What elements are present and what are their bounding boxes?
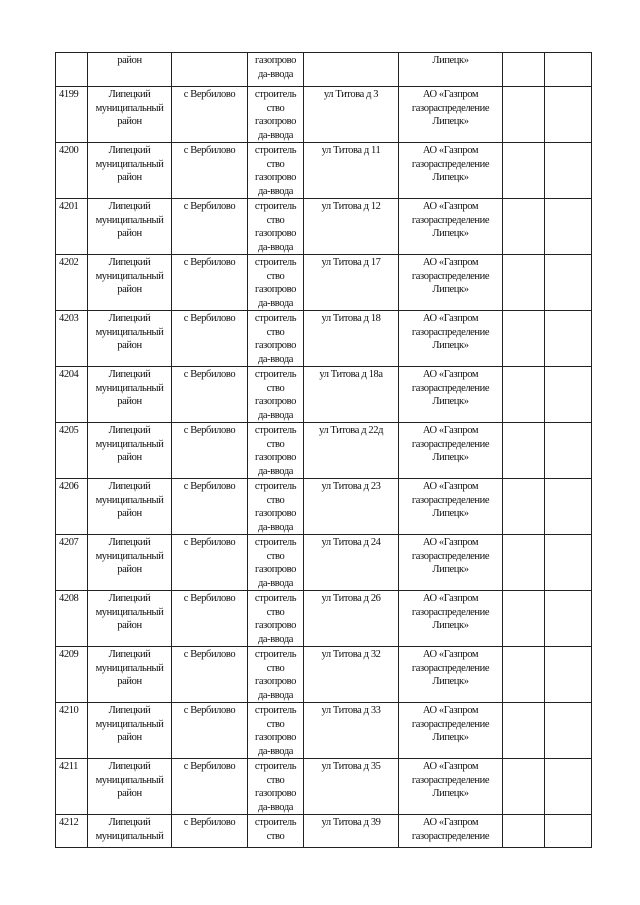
cell-work-type-line: газопрово xyxy=(255,172,296,183)
cell-empty xyxy=(503,815,545,848)
cell-number: 4211 xyxy=(56,759,88,815)
cell-empty xyxy=(503,423,545,479)
cell-organization xyxy=(399,423,503,479)
cell-village: с Вербилово xyxy=(172,647,248,703)
cell-address: ул Титова д 22д xyxy=(304,423,399,479)
cell-work-type xyxy=(248,759,304,815)
cell-work-type-line: строитель xyxy=(254,705,297,716)
cell-work-type-line: ство xyxy=(266,270,285,282)
cell-empty xyxy=(545,703,592,759)
cell-work-type-line: строитель xyxy=(254,257,297,268)
cell-address: ул Титова д 18 xyxy=(304,311,399,367)
table-body xyxy=(56,53,592,848)
cell-village: с Вербилово xyxy=(172,367,248,423)
cell-district-line: район xyxy=(117,788,142,799)
cell-work-type-line: да-ввода xyxy=(257,801,294,813)
cell-district xyxy=(88,87,172,143)
cell-district-line: муниципальный xyxy=(95,326,164,338)
cell-work-type-line: газопрово xyxy=(255,55,296,66)
cell-work-type-line: да-ввода xyxy=(257,68,294,80)
table-row xyxy=(56,53,592,87)
cell-address: ул Титова д 18а xyxy=(304,367,399,423)
cell-empty xyxy=(503,703,545,759)
cell-district-line: район xyxy=(117,676,142,687)
cell-work-type-line: строитель xyxy=(254,649,297,660)
cell-organization-line: АО «Газпром xyxy=(422,649,479,660)
cell-number: 4212 xyxy=(56,815,88,848)
cell-work-type-line: да-ввода xyxy=(257,577,294,589)
cell-work-type xyxy=(248,535,304,591)
cell-district-line: муниципальный xyxy=(95,550,164,562)
cell-district-line: район xyxy=(117,284,142,295)
cell-work-type-line: строитель xyxy=(254,817,297,828)
cell-district-line: Липецкий xyxy=(108,201,151,212)
cell-work-type-line: газопрово xyxy=(255,508,296,519)
cell-work-type-line: газопрово xyxy=(255,228,296,239)
cell-empty xyxy=(545,87,592,143)
cell-empty xyxy=(545,367,592,423)
table-row xyxy=(56,311,592,367)
cell-empty xyxy=(545,815,592,848)
cell-organization xyxy=(399,479,503,535)
cell-empty xyxy=(545,53,592,87)
cell-village: с Вербилово xyxy=(172,143,248,199)
cell-organization-line: АО «Газпром xyxy=(422,705,479,716)
cell-district xyxy=(88,367,172,423)
table-row xyxy=(56,423,592,479)
table-row xyxy=(56,759,592,815)
cell-organization xyxy=(399,199,503,255)
cell-district-line: район xyxy=(117,172,142,183)
cell-empty xyxy=(503,591,545,647)
cell-district xyxy=(88,255,172,311)
cell-work-type-line: газопрово xyxy=(255,676,296,687)
cell-number: 4205 xyxy=(56,423,88,479)
cell-work-type-line: да-ввода xyxy=(257,129,294,141)
cell-work-type-line: да-ввода xyxy=(257,465,294,477)
cell-organization-line: АО «Газпром xyxy=(422,537,479,548)
cell-organization-line: АО «Газпром xyxy=(422,145,479,156)
cell-district-line: Липецкий xyxy=(108,313,151,324)
cell-work-type-line: газопрово xyxy=(255,732,296,743)
cell-work-type-line: ство xyxy=(266,214,285,226)
cell-address: ул Титова д 32 xyxy=(304,647,399,703)
table-row xyxy=(56,703,592,759)
cell-address: ул Титова д 26 xyxy=(304,591,399,647)
cell-district xyxy=(88,703,172,759)
cell-district xyxy=(88,311,172,367)
cell-village: с Вербилово xyxy=(172,815,248,848)
cell-number: 4200 xyxy=(56,143,88,199)
cell-village: с Вербилово xyxy=(172,87,248,143)
cell-village: с Вербилово xyxy=(172,479,248,535)
cell-work-type-line: строитель xyxy=(254,313,297,324)
cell-empty xyxy=(503,143,545,199)
cell-work-type-line: газопрово xyxy=(255,284,296,295)
cell-empty xyxy=(503,255,545,311)
cell-organization-line: АО «Газпром xyxy=(422,257,479,268)
cell-organization-line: Липецк» xyxy=(432,732,469,743)
cell-district-line: Липецкий xyxy=(108,369,151,380)
cell-organization-line: газораспределение xyxy=(411,102,490,114)
cell-village: с Вербилово xyxy=(172,199,248,255)
cell-organization-line: Липецк» xyxy=(432,788,469,799)
cell-empty xyxy=(503,87,545,143)
cell-organization-line: Липецк» xyxy=(432,620,469,631)
cell-work-type-line: строитель xyxy=(254,481,297,492)
cell-empty xyxy=(545,591,592,647)
cell-organization-line: газораспределение xyxy=(411,606,490,618)
cell-district-line: район xyxy=(117,340,142,351)
cell-organization xyxy=(399,311,503,367)
cell-village: с Вербилово xyxy=(172,703,248,759)
cell-work-type-line: газопрово xyxy=(255,396,296,407)
cell-work-type-line: ство xyxy=(266,606,285,618)
table-row xyxy=(56,143,592,199)
cell-work-type-line: ство xyxy=(266,774,285,786)
table-row xyxy=(56,255,592,311)
cell-district-line: муниципальный xyxy=(95,606,164,618)
cell-work-type xyxy=(248,255,304,311)
cell-organization-line: АО «Газпром xyxy=(422,481,479,492)
cell-village: с Вербилово xyxy=(172,311,248,367)
cell-organization-line: АО «Газпром xyxy=(422,761,479,772)
cell-number: 4209 xyxy=(56,647,88,703)
cell-district-line: район xyxy=(117,620,142,631)
cell-organization-line: газораспределение xyxy=(411,774,490,786)
cell-empty xyxy=(545,423,592,479)
cell-work-type-line: да-ввода xyxy=(257,241,294,253)
cell-number: 4203 xyxy=(56,311,88,367)
cell-organization-line: АО «Газпром xyxy=(422,817,479,828)
cell-work-type-line: да-ввода xyxy=(257,185,294,197)
cell-empty xyxy=(545,199,592,255)
cell-district-line: район xyxy=(117,228,142,239)
cell-empty xyxy=(503,759,545,815)
cell-district xyxy=(88,647,172,703)
cell-number: 4201 xyxy=(56,199,88,255)
cell-organization-line: газораспределение xyxy=(411,830,490,842)
cell-district-line: Липецкий xyxy=(108,537,151,548)
cell-work-type-line: ство xyxy=(266,326,285,338)
cell-district xyxy=(88,535,172,591)
cell-work-type xyxy=(248,647,304,703)
cell-work-type-line: газопрово xyxy=(255,452,296,463)
cell-organization-line: газораспределение xyxy=(411,214,490,226)
cell-district-line: муниципальный xyxy=(95,382,164,394)
cell-work-type-line: да-ввода xyxy=(257,353,294,365)
cell-organization xyxy=(399,535,503,591)
cell-organization-line: газораспределение xyxy=(411,662,490,674)
cell-organization-line: Липецк» xyxy=(432,564,469,575)
cell-work-type xyxy=(248,311,304,367)
cell-work-type-line: ство xyxy=(266,382,285,394)
cell-organization xyxy=(399,367,503,423)
cell-district xyxy=(88,53,172,87)
cell-organization-line: Липецк» xyxy=(432,284,469,295)
cell-empty xyxy=(545,143,592,199)
cell-work-type-line: ство xyxy=(266,438,285,450)
cell-district-line: район xyxy=(117,396,142,407)
cell-district-line: муниципальный xyxy=(95,214,164,226)
table-row xyxy=(56,87,592,143)
cell-number: 4207 xyxy=(56,535,88,591)
cell-work-type xyxy=(248,143,304,199)
cell-district-line: Липецкий xyxy=(108,481,151,492)
cell-organization xyxy=(399,815,503,848)
cell-district-line: район xyxy=(117,116,142,127)
cell-district-line: район xyxy=(117,452,142,463)
cell-work-type-line: газопрово xyxy=(255,564,296,575)
cell-work-type-line: да-ввода xyxy=(257,409,294,421)
cell-organization-line: АО «Газпром xyxy=(422,593,479,604)
cell-work-type xyxy=(248,703,304,759)
cell-empty xyxy=(545,759,592,815)
cell-number: 4204 xyxy=(56,367,88,423)
cell-district xyxy=(88,423,172,479)
table-row xyxy=(56,815,592,848)
cell-district-line: Липецкий xyxy=(108,761,151,772)
cell-district-line: Липецкий xyxy=(108,593,151,604)
cell-address: ул Титова д 33 xyxy=(304,703,399,759)
table-row xyxy=(56,591,592,647)
cell-work-type-line: строитель xyxy=(254,761,297,772)
cell-district-line: муниципальный xyxy=(95,494,164,506)
cell-work-type-line: строитель xyxy=(254,89,297,100)
cell-organization xyxy=(399,255,503,311)
cell-district-line: район xyxy=(117,732,142,743)
cell-address: ул Титова д 35 xyxy=(304,759,399,815)
cell-organization-line: газораспределение xyxy=(411,718,490,730)
cell-work-type-line: ство xyxy=(266,830,285,842)
cell-district-line: район xyxy=(117,508,142,519)
cell-organization-line: газораспределение xyxy=(411,438,490,450)
cell-work-type xyxy=(248,53,304,87)
cell-work-type xyxy=(248,479,304,535)
cell-address: ул Титова д 11 xyxy=(304,143,399,199)
cell-work-type-line: ство xyxy=(266,550,285,562)
cell-work-type-line: да-ввода xyxy=(257,689,294,701)
cell-work-type xyxy=(248,367,304,423)
cell-address: ул Титова д 23 xyxy=(304,479,399,535)
cell-work-type xyxy=(248,87,304,143)
cell-district xyxy=(88,143,172,199)
cell-work-type-line: да-ввода xyxy=(257,745,294,757)
cell-number: 4202 xyxy=(56,255,88,311)
cell-work-type-line: газопрово xyxy=(255,340,296,351)
cell-organization-line: Липецк» xyxy=(432,172,469,183)
cell-organization xyxy=(399,87,503,143)
cell-organization xyxy=(399,143,503,199)
cell-work-type-line: строитель xyxy=(254,145,297,156)
cell-district-line: Липецкий xyxy=(108,817,151,828)
cell-organization-line: АО «Газпром xyxy=(422,313,479,324)
table-row xyxy=(56,647,592,703)
cell-work-type xyxy=(248,423,304,479)
cell-village: с Вербилово xyxy=(172,759,248,815)
cell-village xyxy=(172,53,248,87)
cell-organization-line: АО «Газпром xyxy=(422,89,479,100)
cell-organization-line: газораспределение xyxy=(411,494,490,506)
cell-organization xyxy=(399,703,503,759)
cell-organization xyxy=(399,647,503,703)
cell-work-type-line: газопрово xyxy=(255,116,296,127)
cell-district-line: Липецкий xyxy=(108,257,151,268)
cell-district-line: муниципальный xyxy=(95,158,164,170)
cell-organization-line: Липецк» xyxy=(432,396,469,407)
cell-empty xyxy=(545,255,592,311)
document-table xyxy=(55,52,592,848)
cell-address: ул Титова д 12 xyxy=(304,199,399,255)
cell-work-type-line: ство xyxy=(266,494,285,506)
cell-organization xyxy=(399,759,503,815)
cell-district-line: Липецкий xyxy=(108,649,151,660)
cell-empty xyxy=(503,479,545,535)
cell-work-type-line: газопрово xyxy=(255,620,296,631)
cell-organization-line: АО «Газпром xyxy=(422,201,479,212)
cell-work-type-line: да-ввода xyxy=(257,521,294,533)
cell-work-type-line: газопрово xyxy=(255,788,296,799)
cell-work-type-line: строитель xyxy=(254,425,297,436)
cell-empty xyxy=(545,535,592,591)
cell-work-type-line: ство xyxy=(266,158,285,170)
cell-number: 4206 xyxy=(56,479,88,535)
cell-empty xyxy=(545,479,592,535)
cell-organization-line: Липецк» xyxy=(432,508,469,519)
cell-work-type-line: ство xyxy=(266,718,285,730)
cell-organization-line: Липецк» xyxy=(432,116,469,127)
cell-district xyxy=(88,591,172,647)
cell-empty xyxy=(503,647,545,703)
cell-work-type-line: строитель xyxy=(254,201,297,212)
cell-village: с Вербилово xyxy=(172,255,248,311)
cell-district-line: муниципальный xyxy=(95,438,164,450)
cell-address: ул Титова д 24 xyxy=(304,535,399,591)
cell-work-type-line: строитель xyxy=(254,593,297,604)
cell-work-type-line: ство xyxy=(266,662,285,674)
cell-district-line: муниципальный xyxy=(95,102,164,114)
cell-village: с Вербилово xyxy=(172,535,248,591)
cell-empty xyxy=(503,311,545,367)
cell-empty xyxy=(503,367,545,423)
table-row xyxy=(56,535,592,591)
cell-district-line: район xyxy=(117,564,142,575)
cell-address: ул Титова д 3 xyxy=(304,87,399,143)
cell-village: с Вербилово xyxy=(172,591,248,647)
cell-work-type-line: да-ввода xyxy=(257,297,294,309)
cell-number xyxy=(56,53,88,87)
cell-organization-line: газораспределение xyxy=(411,326,490,338)
cell-district-line: муниципальный xyxy=(95,270,164,282)
cell-number: 4208 xyxy=(56,591,88,647)
cell-empty xyxy=(545,311,592,367)
cell-district-line: Липецкий xyxy=(108,89,151,100)
cell-district xyxy=(88,479,172,535)
cell-organization xyxy=(399,591,503,647)
cell-organization xyxy=(399,53,503,87)
cell-organization-line: Липецк» xyxy=(432,55,469,66)
cell-district xyxy=(88,815,172,848)
cell-district-line: муниципальный xyxy=(95,718,164,730)
cell-address: ул Титова д 39 xyxy=(304,815,399,848)
cell-work-type-line: строитель xyxy=(254,369,297,380)
cell-organization-line: Липецк» xyxy=(432,676,469,687)
cell-district xyxy=(88,199,172,255)
cell-organization-line: Липецк» xyxy=(432,452,469,463)
cell-district-line: Липецкий xyxy=(108,425,151,436)
cell-district-line: муниципальный xyxy=(95,662,164,674)
cell-organization-line: АО «Газпром xyxy=(422,369,479,380)
cell-work-type-line: да-ввода xyxy=(257,633,294,645)
cell-work-type xyxy=(248,815,304,848)
cell-work-type-line: ство xyxy=(266,102,285,114)
cell-organization-line: газораспределение xyxy=(411,382,490,394)
cell-organization-line: газораспределение xyxy=(411,158,490,170)
cell-district-line: район xyxy=(117,55,142,66)
cell-organization-line: газораспределение xyxy=(411,550,490,562)
cell-number: 4199 xyxy=(56,87,88,143)
cell-village: с Вербилово xyxy=(172,423,248,479)
cell-organization-line: газораспределение xyxy=(411,270,490,282)
cell-empty xyxy=(503,535,545,591)
cell-district xyxy=(88,759,172,815)
cell-organization-line: АО «Газпром xyxy=(422,425,479,436)
table-row xyxy=(56,479,592,535)
cell-empty xyxy=(503,53,545,87)
cell-district-line: Липецкий xyxy=(108,705,151,716)
cell-organization-line: Липецк» xyxy=(432,228,469,239)
cell-work-type xyxy=(248,591,304,647)
cell-organization-line: Липецк» xyxy=(432,340,469,351)
cell-address xyxy=(304,53,399,87)
cell-address: ул Титова д 17 xyxy=(304,255,399,311)
table-row xyxy=(56,367,592,423)
cell-district-line: муниципальный xyxy=(95,830,164,842)
cell-work-type xyxy=(248,199,304,255)
table-row xyxy=(56,199,592,255)
cell-empty xyxy=(503,199,545,255)
cell-number: 4210 xyxy=(56,703,88,759)
cell-empty xyxy=(545,647,592,703)
cell-district-line: муниципальный xyxy=(95,774,164,786)
cell-district-line: Липецкий xyxy=(108,145,151,156)
cell-work-type-line: строитель xyxy=(254,537,297,548)
